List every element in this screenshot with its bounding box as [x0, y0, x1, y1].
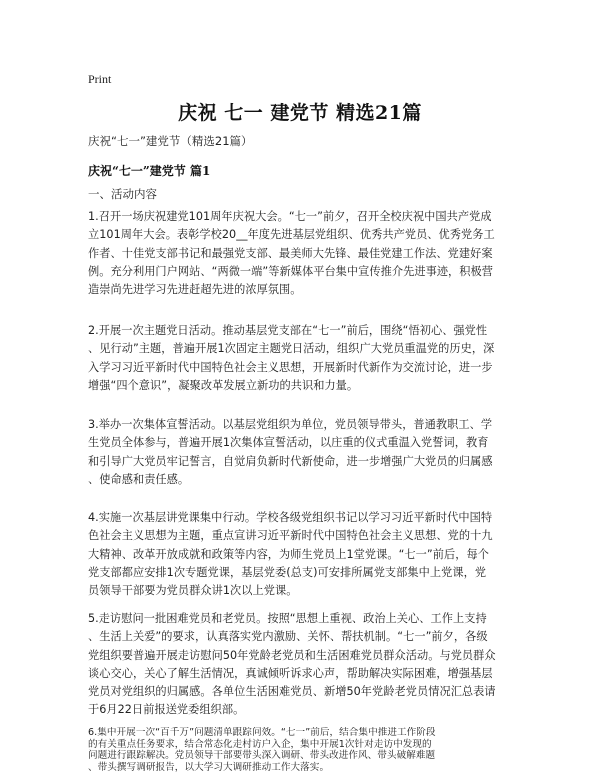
paragraph-line: 4.实施一次基层讲党课集中行动。学校各级党组织书记以学习习近平新时代中国特 — [88, 511, 493, 524]
paragraph-line: 增强“四个意识”，凝聚改革发展立新功的共识和力量。 — [88, 378, 359, 392]
paragraph-line: 立101周年大会。表彰学校20__年度先进基层党组织、优秀共产党员、优秀党务工 — [88, 228, 495, 242]
paragraph-line: 、带头撰写调研报告，以大学习大调研推动工作大落实。 — [88, 761, 330, 773]
document-subtitle: 庆祝“七一”建党节（精选21篇） — [88, 134, 253, 148]
paragraph-line: 、使命感和责任感。 — [88, 472, 190, 486]
paragraph-line: 、见行动”主题，普遍开展1次固定主题党日活动，组织广大党员重温党的历史，深 — [88, 342, 495, 356]
paragraph-line: 3.举办一次集体宣誓活动。以基层党组织为单位，党员领导带头，普通教职工、学 — [88, 418, 493, 431]
paragraph-line: 问题进行跟踪解决。党员领导干部要带头深入调研、带头改进作风、带头破解难题 — [88, 750, 436, 761]
paragraph-1 — [88, 208, 520, 299]
section-heading: 一、活动内容 — [88, 187, 157, 201]
paragraph-line: 和引导广大党员牢记誓言，自觉肩负新时代新使命，进一步增强广大党员的归属感 — [88, 454, 493, 468]
paragraph-line: 2.开展一次主题党日活动。推动基层党支部在“七一”前后，围绕“悟初心、强党性 — [88, 324, 488, 337]
paragraph-line: 1.召开一场庆祝建党101周年庆祝大会。“七一”前夕，召开全校庆祝中国共产党成 — [88, 210, 492, 223]
paragraph-line: 例。充分利用门户网站、“两微一端”等新媒体平台集中宣传推介先进事迹，积极营 — [88, 264, 494, 278]
paragraph-line: 的有关重点任务要求，结合常态化走村访户入企，集中开展1次针对走访中发现的 — [88, 738, 432, 750]
paragraph-line: 于6月22日前报送党委组织部。 — [88, 703, 245, 717]
paragraph-2 — [88, 322, 520, 395]
print-link[interactable]: Print — [88, 72, 112, 86]
paragraph-line: 党组织要普遍开展走访慰问50年党龄老党员和生活困难党员群众活动。与党员群众 — [88, 648, 496, 662]
paragraph-line: 6.集中开展一次“百千万”问题清单跟踪问效。“七一”前后，结合集中推进工作阶段 — [88, 727, 436, 738]
paragraph-line: 色社会主义思想为主题，重点宣讲习近平新时代中国特色社会主义思想、党的十九 — [88, 529, 493, 543]
paragraph-4 — [88, 509, 520, 600]
paragraph-6 — [88, 727, 520, 773]
paragraph-line: 作者、十佳党支部书记和最强党支部、最美师大先锋、最佳党建工作法、党建好案 — [88, 246, 493, 260]
paragraph-line: 党支部都应安排1次专题党课，基层党委(总支)可安排所属党支部集中上党课，党 — [88, 565, 487, 579]
paragraph-line: 党员对党组织的归属感。各单位生活困难党员、新增50年党龄老党员情况汇总表请 — [88, 685, 496, 699]
paragraph-line: 5.走访慰问一批困难党员和老党员。按照“思想上重视、政治上关心、工作上支持 — [88, 612, 487, 625]
paragraph-line: 谈心交心，关心了解生活情况，真诚倾听诉求心声，帮助解决实际困难，增强基层 — [88, 666, 493, 680]
paragraph-3 — [88, 416, 520, 489]
paragraph-line: 入学习习近平新时代中国特色社会主义思想，开展新时代新作为交流讨论，进一步 — [88, 360, 493, 374]
paragraph-line: 、生活上关爱”的要求，认真落实党内激励、关怀、帮扶机制。“七一”前夕，各级 — [88, 630, 488, 644]
paragraph-line: 大精神、改革开放成就和政策等内容，为师生党员上1堂党课。“七一”前后，每个 — [88, 547, 489, 561]
section-title: 庆祝“七一”建党节 篇1 — [88, 164, 211, 178]
paragraph-line: 生党员全体参与，普遍开展1次集体宣誓活动，以庄重的仪式重温入党誓词，教育 — [88, 436, 489, 450]
paragraph-line: 员领导干部要为党员群众讲1次以上党课。 — [88, 584, 298, 598]
document-title: 庆祝 七一 建党节 精选21篇 — [178, 102, 422, 124]
paragraph-5 — [88, 610, 520, 720]
paragraph-line: 造崇尚先进学习先进赶超先进的浓厚氛围。 — [88, 283, 302, 297]
